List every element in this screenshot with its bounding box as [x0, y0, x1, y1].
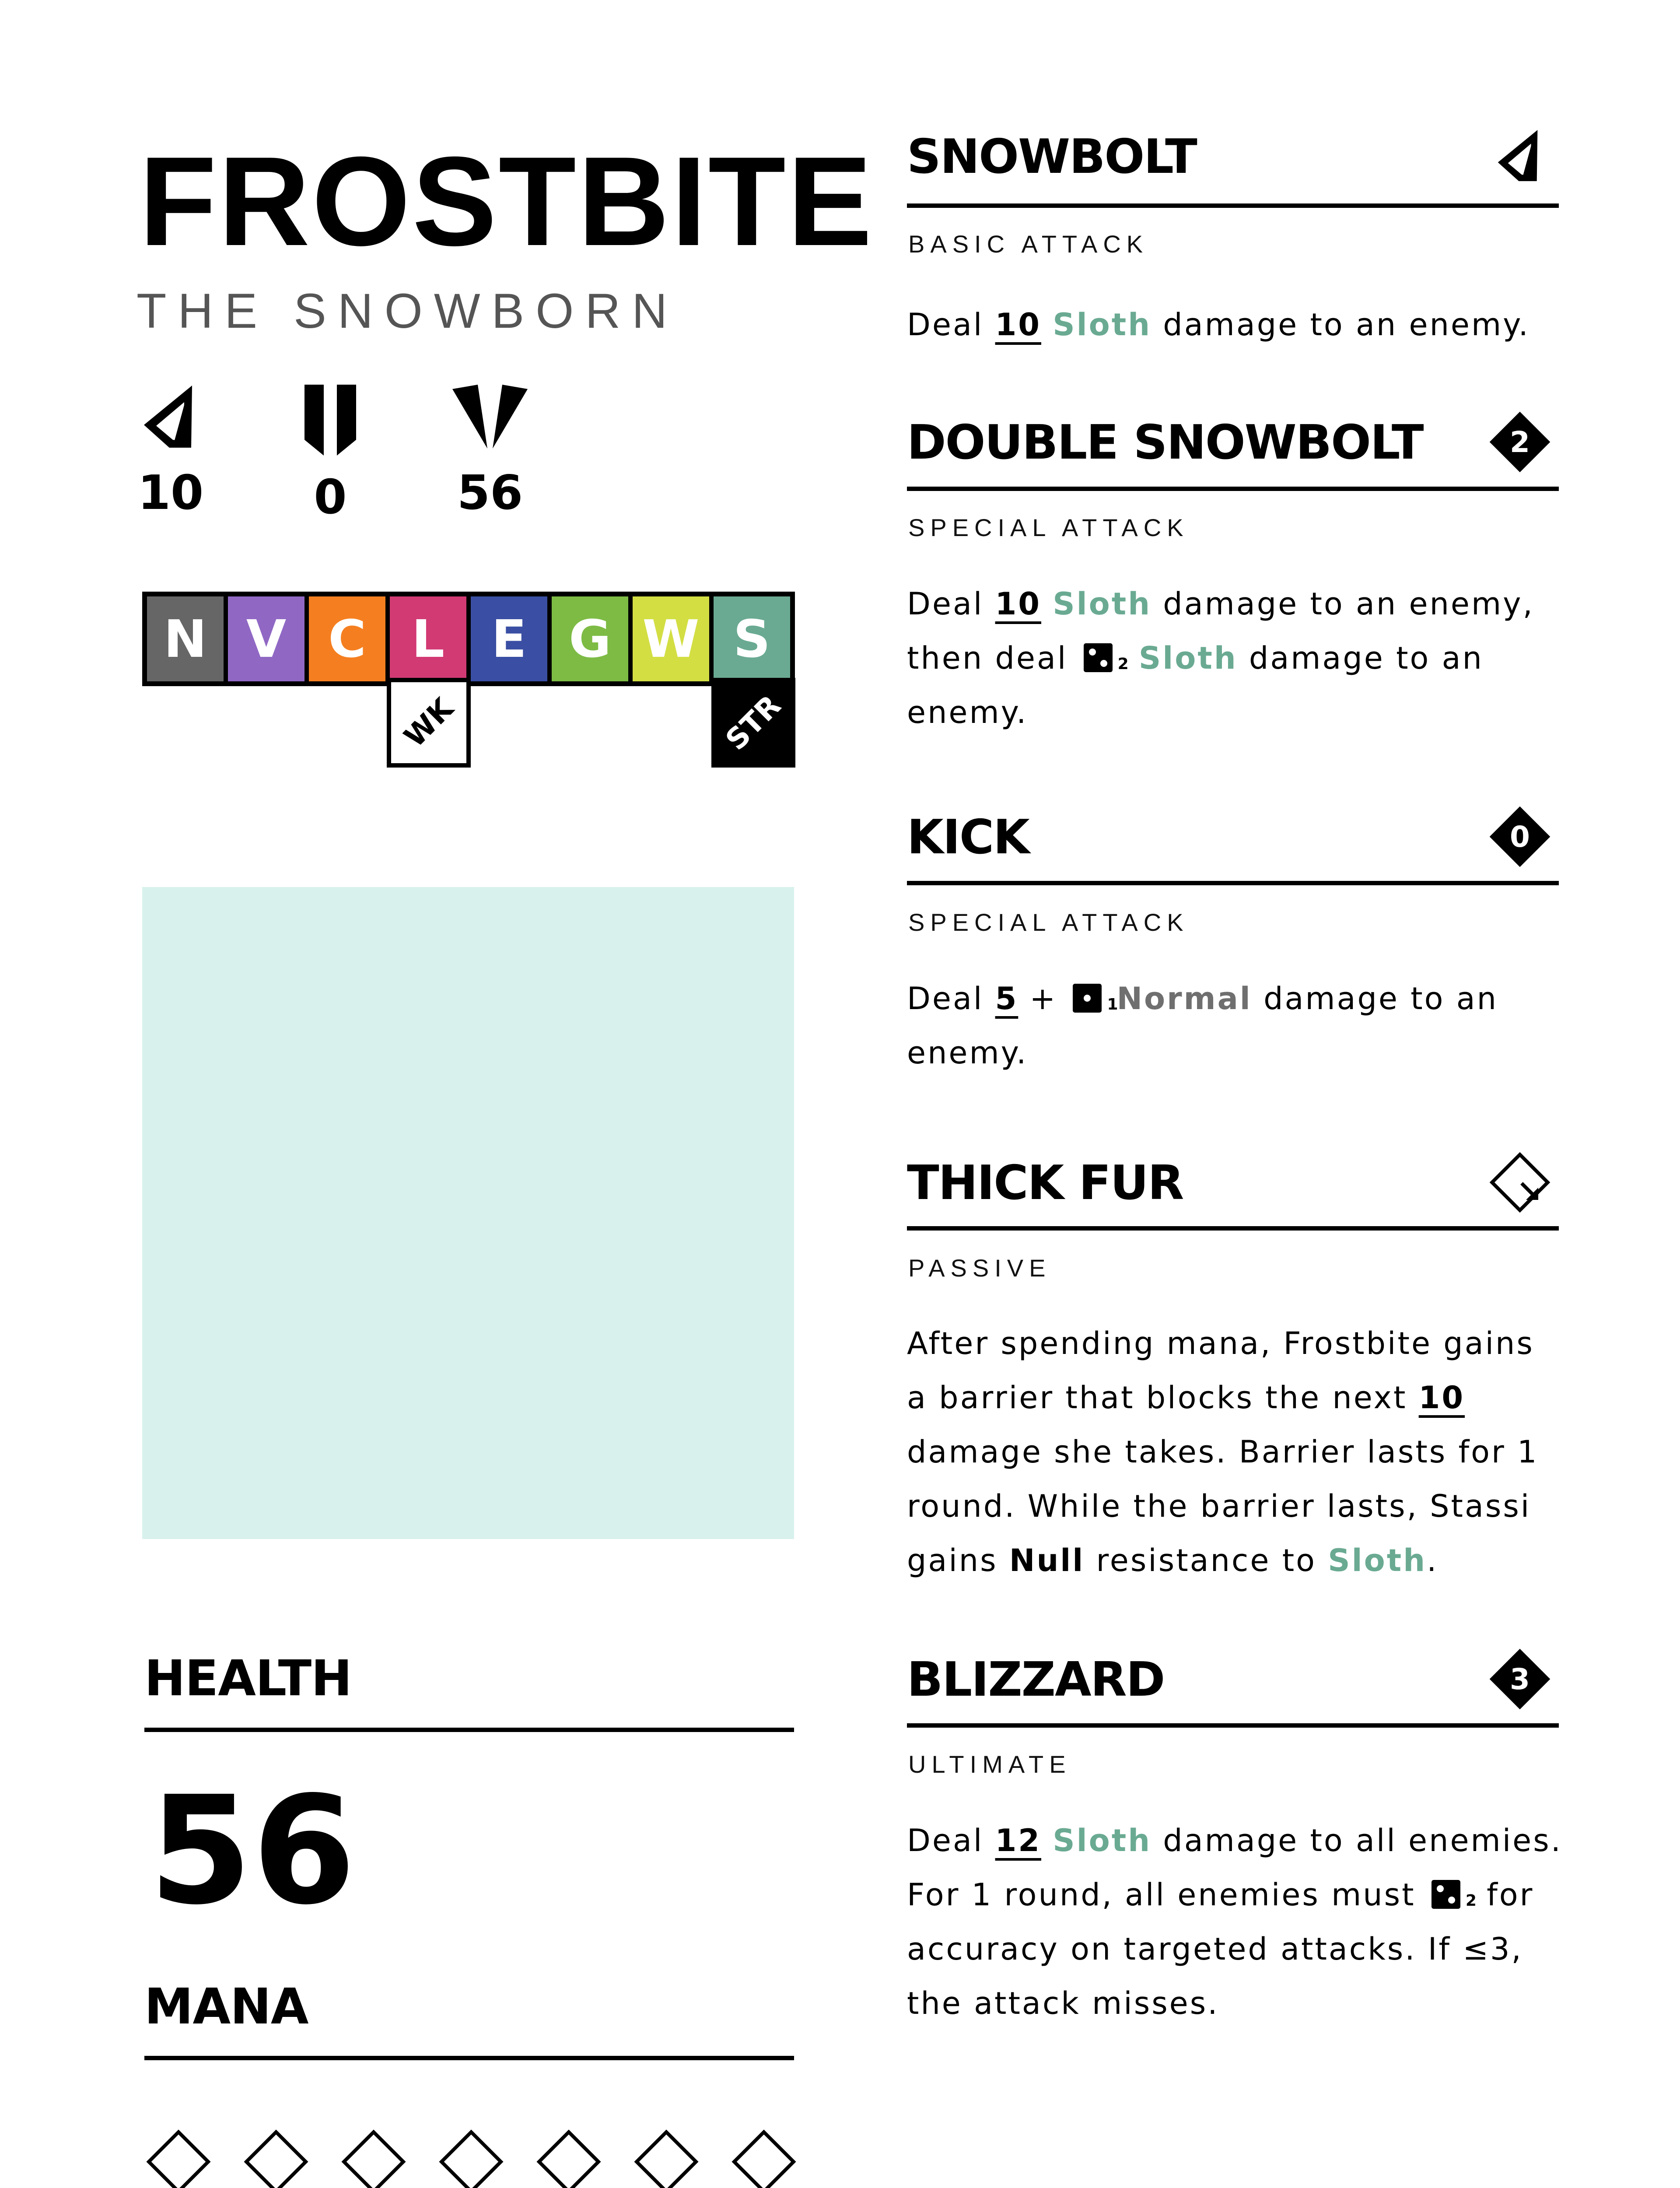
ability-type: BASIC ATTACK — [908, 230, 1149, 258]
ability-description: Deal 10 Sloth damage to an enemy, then deal 2 Sloth damage to an enemy. — [907, 586, 1534, 730]
mana-cost-value: 2 — [1510, 425, 1530, 459]
mana-pip — [244, 2129, 308, 2188]
ability-divider — [907, 881, 1559, 885]
mana-cost-value: 0 — [1510, 820, 1530, 854]
affinity-cell-g: G — [552, 596, 628, 681]
mana-pip — [536, 2129, 601, 2188]
ability-name: KICK — [907, 810, 1029, 865]
mana-cost-badge — [1489, 806, 1550, 867]
ability-description: Deal 5 + 1 Normal damage to an enemy. — [907, 981, 1498, 1071]
element-sloth: Sloth — [1053, 307, 1152, 343]
ability-name: DOUBLE SNOWBOLT — [907, 415, 1423, 470]
attack-icon — [142, 383, 199, 457]
mana-pip — [732, 2129, 796, 2188]
mana-pip — [634, 2129, 698, 2188]
damage-number: 10 — [995, 586, 1041, 622]
die-icon: 1 — [1073, 984, 1102, 1013]
resistance-keyword: Null — [1009, 1543, 1085, 1578]
affinity-cell-c: C — [309, 596, 385, 681]
stat-attack-value: 10 — [137, 466, 204, 520]
affinity-cell-s: S — [714, 596, 790, 681]
character-portrait — [142, 887, 794, 1539]
affinity-cell-v: V — [228, 596, 304, 681]
stat-attack — [127, 383, 214, 520]
ability-divider — [907, 1723, 1559, 1728]
character-name: FROSTBITE — [139, 130, 874, 272]
damage-number: 5 — [995, 981, 1018, 1017]
affinity-cell-e: E — [471, 596, 547, 681]
character-title: THE SNOWBORN — [136, 284, 679, 338]
health-value: 56 — [149, 1764, 356, 1938]
passive-icon — [1489, 1152, 1550, 1213]
mana-cost-badge — [1489, 411, 1550, 473]
mana-pip — [146, 2129, 210, 2188]
mana-label: MANA — [144, 1978, 308, 2035]
mana-divider — [144, 2056, 794, 2060]
damage-number: 12 — [995, 1823, 1041, 1858]
ability-type: SPECIAL ATTACK — [908, 514, 1189, 541]
affinity-cell-l: L — [390, 596, 466, 681]
ability-divider — [907, 1226, 1559, 1231]
die-icon: 2 — [1432, 1880, 1460, 1909]
die-icon: 2 — [1084, 643, 1113, 672]
element-sloth: Sloth — [1138, 640, 1238, 676]
strength-tag: STR — [711, 678, 795, 768]
ability-type: PASSIVE — [908, 1254, 1051, 1282]
mana-cost-value: 3 — [1510, 1662, 1530, 1696]
affinity-cell-w: W — [633, 596, 709, 681]
stat-defense — [287, 383, 374, 525]
affinity-chart — [142, 592, 795, 686]
element-sloth: Sloth — [1053, 586, 1152, 622]
stat-health — [446, 383, 534, 520]
health-divider — [144, 1728, 794, 1732]
mana-cost-badge — [1489, 1648, 1550, 1710]
damage-number: 10 — [995, 307, 1041, 343]
ability-description: Deal 10 Sloth damage to an enemy. — [907, 307, 1530, 343]
shield-icon — [302, 383, 359, 462]
ability-type: ULTIMATE — [908, 1750, 1071, 1778]
mana-pip — [439, 2129, 503, 2188]
weakness-tag: WK — [387, 678, 471, 768]
ability-type: SPECIAL ATTACK — [908, 908, 1189, 936]
ability-divider — [907, 487, 1559, 491]
element-sloth: Sloth — [1328, 1543, 1427, 1578]
mana-pip — [341, 2129, 406, 2188]
ability-description: After spending mana, Frostbite gains a barrier that blocks the next 10 damage she takes. Barrier lasts for 1 round. While the barrier lasts, Stassi gains Null resistance to Sloth. — [907, 1325, 1539, 1578]
stat-health-value: 56 — [457, 466, 523, 520]
damage-number: 10 — [1418, 1380, 1465, 1416]
attack-icon — [1489, 128, 1550, 189]
ability-name: SNOWBOLT — [907, 130, 1197, 184]
element-normal: Normal — [1116, 981, 1252, 1017]
element-sloth: Sloth — [1053, 1823, 1152, 1858]
ability-divider — [907, 203, 1559, 208]
ability-description: Deal 12 Sloth damage to all enemies. For 1 round, all enemies must 2 for accuracy on targeted attacks. If ≤3, the attack misses. — [907, 1823, 1562, 2021]
heart-icon — [451, 383, 529, 457]
ability-name: BLIZZARD — [907, 1652, 1165, 1707]
stat-defense-value: 0 — [314, 470, 347, 525]
health-label: HEALTH — [144, 1650, 352, 1707]
affinity-cell-n: N — [147, 596, 224, 681]
ability-name: THICK FUR — [907, 1156, 1183, 1210]
